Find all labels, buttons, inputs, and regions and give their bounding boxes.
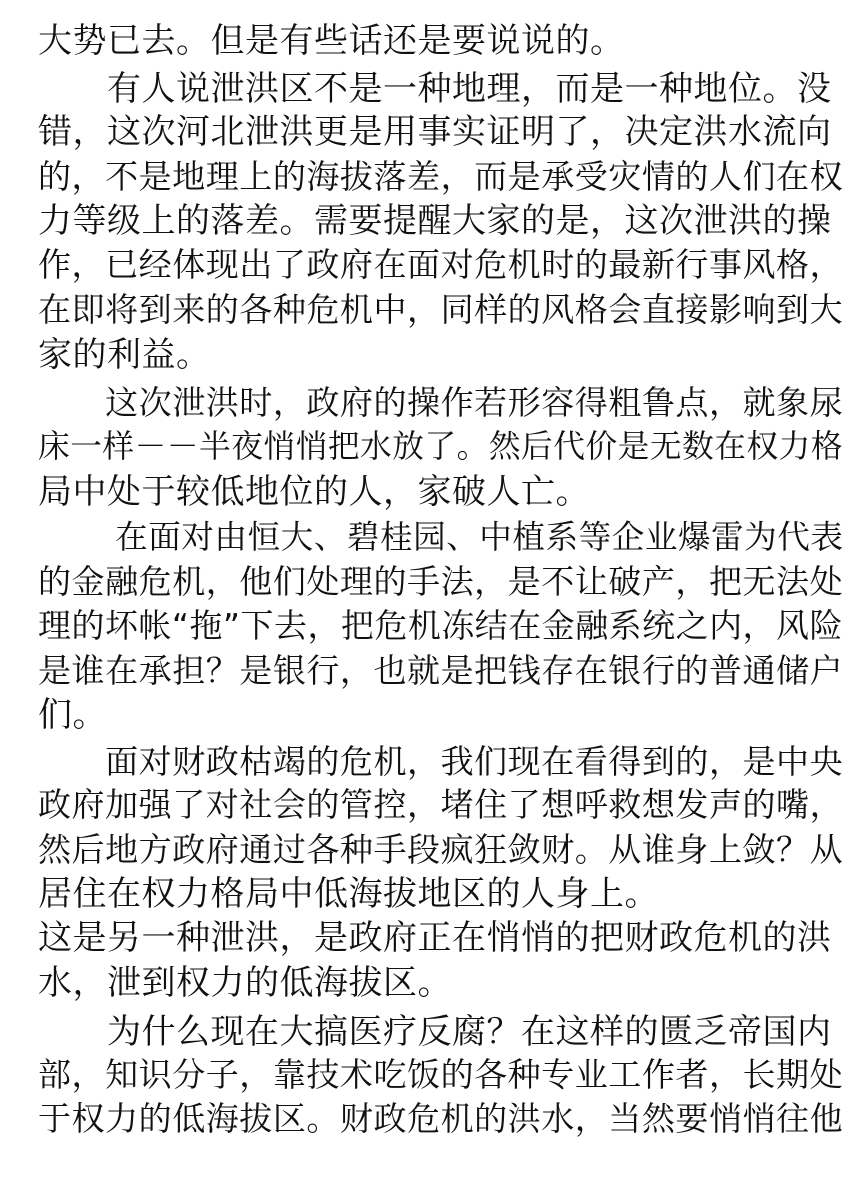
text-line: 的金融危机，他们处理的手法，是不让破产，把无法处	[38, 562, 844, 601]
text-line: 政府加强了对社会的管控，堵住了想呼救想发声的嘴，	[38, 785, 844, 824]
text-line: 于权力的低海拔区。财政危机的洪水，当然要悄悄往他	[38, 1099, 844, 1138]
text-line: 这是另一种泄洪，是政府正在悄悄的把财政危机的洪	[38, 918, 832, 958]
text-line: 家的利益。	[38, 335, 211, 375]
text-line: 大势已去。但是有些话还是要说说的。	[38, 21, 625, 61]
text-line: 在即将到来的各种危机中，同样的风格会直接影响到大	[38, 290, 844, 329]
text-line: 居住在权力格局中低海拔地区的人身上。	[38, 874, 659, 914]
text-line: 然后地方政府通过各种手段疯狂敛财。从谁身上敛？从	[38, 830, 844, 869]
text-line: 床一样－－半夜悄悄把水放了。然后代价是无数在权力格	[38, 429, 844, 465]
text-line: 面对财政枯竭的危机，我们现在看得到的，是中央	[38, 742, 844, 781]
text-line: 错，这次河北泄洪更是用事实证明了，决定洪水流向	[38, 112, 832, 152]
text-line: 有人说泄洪区不是一种地理，而是一种地位。没	[38, 69, 832, 109]
text-line: 作，已经体现出了政府在面对危机时的最新行事风格，	[38, 245, 844, 284]
text-line: 为什么现在大搞医疗反腐？在这样的匮乏帝国内	[38, 1012, 832, 1052]
text-line: 是谁在承担？是银行，也就是把钱存在银行的普通储户	[38, 651, 844, 690]
text-line: 理的坏帐“拖”下去，把危机冻结在金融系统之内，风险	[38, 606, 843, 645]
text-line: 力等级上的落差。需要提醒大家的是，这次泄洪的操	[38, 201, 832, 241]
text-line: 部，知识分子，靠技术吃饭的各种专业工作者，长期处	[38, 1055, 844, 1094]
text-line: 这次泄洪时，政府的操作若形容得粗鲁点，就象尿	[38, 383, 844, 422]
text-line: 的，不是地理上的海拔落差，而是承受灾情的人们在权	[38, 157, 844, 196]
text-line: 水，泄到权力的低海拔区。	[38, 963, 452, 1003]
text-line: 们。	[38, 695, 107, 735]
text-line: 局中处于较低地位的人，家破人亡。	[38, 472, 590, 512]
text-line: 在面对由恒大、碧桂园、中植系等企业爆雷为代表	[38, 518, 844, 556]
